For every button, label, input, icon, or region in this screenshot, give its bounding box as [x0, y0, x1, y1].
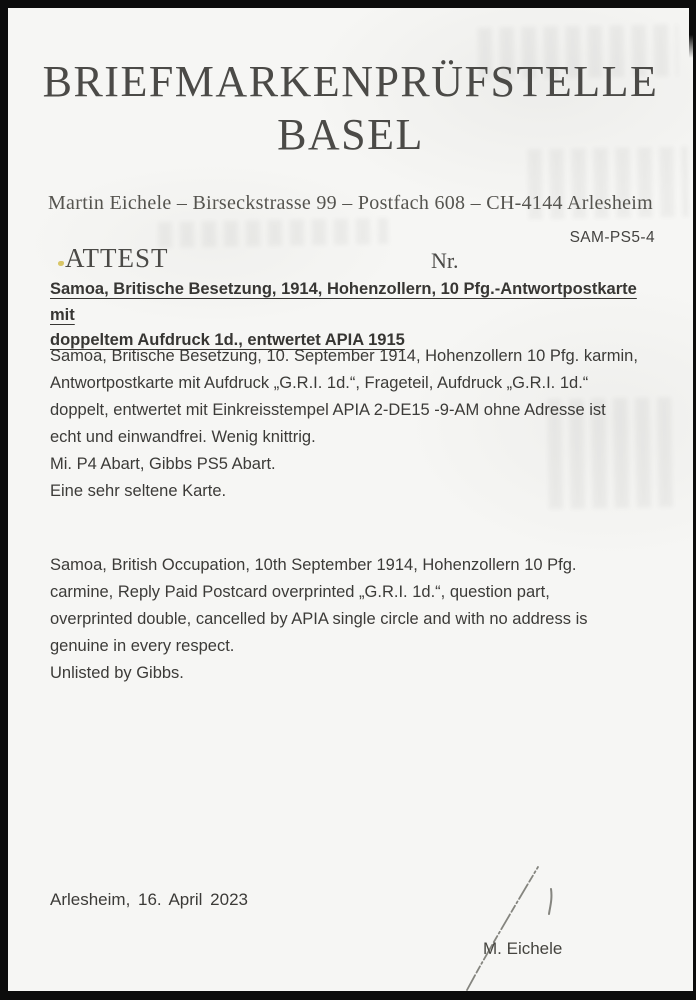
subject-line: Samoa, Britische Besetzung, 1914, Hohenzollern, 10 Pfg.-Antwortpostkarte mit: [50, 280, 637, 324]
org-subtitle: BASEL: [277, 110, 424, 159]
german-paragraph: [50, 343, 666, 505]
date-line: Arlesheim, 16. April 2023: [50, 890, 248, 909]
signature-handwriting: [432, 840, 592, 1000]
signature-name: M. Eichele: [483, 939, 563, 958]
text-line: Unlisted by Gibbs.: [50, 664, 184, 682]
text-line: echt und einwandfrei. Wenig knittrig.: [50, 428, 316, 446]
scan-artifact: [158, 218, 388, 248]
text-line: genuine in every respect.: [50, 637, 235, 655]
text-line: Samoa, British Occupation, 10th September 1914, Hohenzollern 10 Pfg.: [50, 556, 577, 574]
nr-label: Nr.: [431, 248, 459, 273]
text-line: doppelt, entwertet mit Einkreisstempel APIA 2-DE15 -9-AM ohne Adresse ist: [50, 401, 606, 419]
address-line: Martin Eichele – Birseckstrasse 99 – Postfach 608 – CH-4144 Arlesheim: [47, 192, 654, 214]
subject-line: doppeltem Aufdruck 1d., entwertet APIA 1915: [50, 331, 405, 349]
text-line: overprinted double, cancelled by APIA single circle and with no address is: [50, 610, 588, 628]
english-paragraph: [50, 552, 666, 687]
scan-mark: [58, 261, 64, 266]
text-line: Antwortpostkarte mit Aufdruck „G.R.I. 1d.“, Frageteil, Aufdruck „G.R.I. 1d.“: [50, 374, 589, 392]
attest-label: ATTEST: [65, 243, 169, 273]
certificate-paper: [8, 8, 693, 991]
text-line: Samoa, Britische Besetzung, 10. September 1914, Hohenzollern 10 Pfg. karmin,: [50, 347, 638, 365]
reference-code: SAM-PS5-4: [569, 229, 655, 246]
scan-border: [689, 0, 696, 58]
text-line: carmine, Reply Paid Postcard overprinted „G.R.I. 1d.“, question part,: [50, 583, 550, 601]
org-title: BRIEFMARKENPRÜFSTELLE: [42, 57, 659, 106]
text-line: Mi. P4 Abart, Gibbs PS5 Abart.: [50, 455, 276, 473]
text-line: Eine sehr seltene Karte.: [50, 482, 227, 500]
